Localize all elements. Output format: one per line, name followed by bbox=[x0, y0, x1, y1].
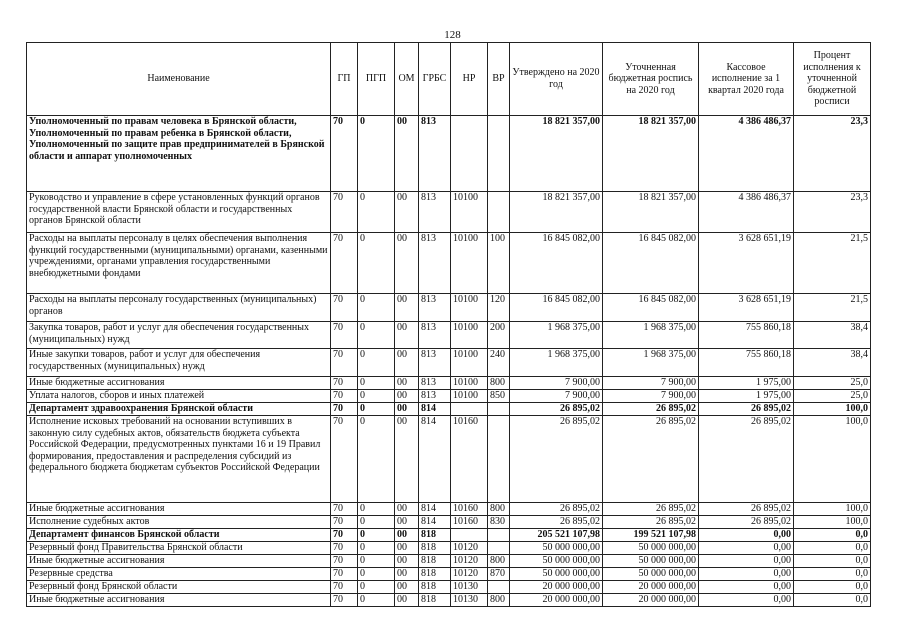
cell-refined: 18 821 357,00 bbox=[603, 116, 699, 192]
cell-percent: 38,4 bbox=[794, 349, 871, 377]
cell-percent: 0,0 bbox=[794, 555, 871, 568]
cell-name: Резервный фонд Правительства Брянской области bbox=[27, 542, 331, 555]
cell-grbs: 813 bbox=[419, 390, 451, 403]
cell-vr bbox=[488, 403, 510, 416]
cell-grbs: 813 bbox=[419, 294, 451, 322]
col-header-gp: ГП bbox=[331, 43, 358, 116]
cell-np: 10130 bbox=[451, 581, 488, 594]
cell-refined: 26 895,02 bbox=[603, 503, 699, 516]
cell-vr: 800 bbox=[488, 503, 510, 516]
cell-refined: 18 821 357,00 bbox=[603, 192, 699, 233]
cell-vr bbox=[488, 192, 510, 233]
table-row bbox=[27, 116, 871, 192]
cell-percent: 100,0 bbox=[794, 416, 871, 503]
cell-pgp: 0 bbox=[358, 233, 395, 294]
cell-name: Иные бюджетные ассигнования bbox=[27, 503, 331, 516]
cell-grbs: 814 bbox=[419, 516, 451, 529]
cell-om: 00 bbox=[395, 416, 419, 503]
col-header-om: ОМ bbox=[395, 43, 419, 116]
cell-refined: 1 968 375,00 bbox=[603, 322, 699, 349]
cell-gp: 70 bbox=[331, 594, 358, 607]
cell-om: 00 bbox=[395, 581, 419, 594]
cell-percent: 100,0 bbox=[794, 403, 871, 416]
page-number: 128 bbox=[444, 29, 461, 41]
cell-gp: 70 bbox=[331, 192, 358, 233]
cell-name: Закупка товаров, работ и услуг для обеспечения государственных (муниципальных) нужд bbox=[27, 322, 331, 349]
cell-np: 10100 bbox=[451, 294, 488, 322]
cell-vr bbox=[488, 542, 510, 555]
cell-gp: 70 bbox=[331, 233, 358, 294]
cell-percent: 23,3 bbox=[794, 192, 871, 233]
cell-pgp: 0 bbox=[358, 349, 395, 377]
cell-om: 00 bbox=[395, 542, 419, 555]
cell-refined: 199 521 107,98 bbox=[603, 529, 699, 542]
cell-refined: 26 895,02 bbox=[603, 416, 699, 503]
cell-gp: 70 bbox=[331, 349, 358, 377]
cell-grbs: 818 bbox=[419, 542, 451, 555]
cell-cash: 0,00 bbox=[699, 555, 794, 568]
cell-pgp: 0 bbox=[358, 390, 395, 403]
cell-refined: 26 895,02 bbox=[603, 516, 699, 529]
cell-vr: 120 bbox=[488, 294, 510, 322]
cell-name: Исполнение судебных актов bbox=[27, 516, 331, 529]
cell-om: 00 bbox=[395, 555, 419, 568]
table-body bbox=[27, 116, 871, 607]
cell-pgp: 0 bbox=[358, 594, 395, 607]
cell-pgp: 0 bbox=[358, 116, 395, 192]
cell-approved: 16 845 082,00 bbox=[510, 294, 603, 322]
cell-np: 10100 bbox=[451, 192, 488, 233]
cell-name: Уполномоченный по правам человека в Брянской области, Уполномоченный по правам ребенка в Брянской области, Уполномоченный по защите прав предпринимателей в Брянской области и аппарат уполномоченных bbox=[27, 116, 331, 192]
table-row bbox=[27, 294, 871, 322]
cell-pgp: 0 bbox=[358, 542, 395, 555]
table-row bbox=[27, 568, 871, 581]
cell-percent: 100,0 bbox=[794, 516, 871, 529]
cell-grbs: 814 bbox=[419, 416, 451, 503]
cell-vr: 240 bbox=[488, 349, 510, 377]
cell-grbs: 814 bbox=[419, 503, 451, 516]
cell-percent: 25,0 bbox=[794, 390, 871, 403]
cell-approved: 7 900,00 bbox=[510, 377, 603, 390]
cell-percent: 0,0 bbox=[794, 542, 871, 555]
table-row bbox=[27, 594, 871, 607]
cell-grbs: 818 bbox=[419, 555, 451, 568]
cell-cash: 0,00 bbox=[699, 542, 794, 555]
table-row bbox=[27, 403, 871, 416]
cell-vr: 200 bbox=[488, 322, 510, 349]
col-header-np: НР bbox=[451, 43, 488, 116]
cell-percent: 21,5 bbox=[794, 294, 871, 322]
table-row bbox=[27, 529, 871, 542]
cell-percent: 23,3 bbox=[794, 116, 871, 192]
cell-gp: 70 bbox=[331, 403, 358, 416]
cell-pgp: 0 bbox=[358, 294, 395, 322]
cell-gp: 70 bbox=[331, 416, 358, 503]
table-row bbox=[27, 555, 871, 568]
table-row bbox=[27, 233, 871, 294]
cell-np: 10120 bbox=[451, 542, 488, 555]
cell-np bbox=[451, 529, 488, 542]
cell-percent: 25,0 bbox=[794, 377, 871, 390]
cell-grbs: 814 bbox=[419, 403, 451, 416]
cell-gp: 70 bbox=[331, 116, 358, 192]
cell-om: 00 bbox=[395, 516, 419, 529]
cell-om: 00 bbox=[395, 403, 419, 416]
cell-om: 00 bbox=[395, 568, 419, 581]
cell-np: 10100 bbox=[451, 322, 488, 349]
cell-cash: 4 386 486,37 bbox=[699, 116, 794, 192]
col-header-name: Наименование bbox=[27, 43, 331, 116]
cell-refined: 7 900,00 bbox=[603, 390, 699, 403]
cell-om: 00 bbox=[395, 322, 419, 349]
cell-cash: 26 895,02 bbox=[699, 503, 794, 516]
cell-refined: 16 845 082,00 bbox=[603, 294, 699, 322]
cell-np: 10100 bbox=[451, 390, 488, 403]
cell-gp: 70 bbox=[331, 390, 358, 403]
cell-name: Департамент здравоохранения Брянской области bbox=[27, 403, 331, 416]
cell-name: Иные бюджетные ассигнования bbox=[27, 594, 331, 607]
cell-name: Исполнение исковых требований на основании вступивших в законную силу судебных актов, обязательств бюджета субъекта Российской Федерации, предусмотренных пунктами 16 и 19 Правил формирования, предоставления и распределения субсидий из федерального бюджета бюджетам субъектов Российской Федерации bbox=[27, 416, 331, 503]
cell-refined: 20 000 000,00 bbox=[603, 594, 699, 607]
cell-approved: 205 521 107,98 bbox=[510, 529, 603, 542]
cell-name: Департамент финансов Брянской области bbox=[27, 529, 331, 542]
cell-om: 00 bbox=[395, 390, 419, 403]
cell-approved: 50 000 000,00 bbox=[510, 555, 603, 568]
table-row bbox=[27, 349, 871, 377]
cell-vr: 800 bbox=[488, 555, 510, 568]
cell-approved: 50 000 000,00 bbox=[510, 542, 603, 555]
cell-cash: 755 860,18 bbox=[699, 322, 794, 349]
cell-om: 00 bbox=[395, 349, 419, 377]
cell-approved: 1 968 375,00 bbox=[510, 349, 603, 377]
cell-gp: 70 bbox=[331, 581, 358, 594]
cell-gp: 70 bbox=[331, 516, 358, 529]
cell-vr: 870 bbox=[488, 568, 510, 581]
cell-name: Иные бюджетные ассигнования bbox=[27, 377, 331, 390]
cell-name: Расходы на выплаты персоналу в целях обеспечения выполнения функций государственными (муниципальными) органами, казенными учреждениями, органами управления государственными внебюджетными фондами bbox=[27, 233, 331, 294]
cell-approved: 20 000 000,00 bbox=[510, 594, 603, 607]
cell-grbs: 813 bbox=[419, 192, 451, 233]
cell-approved: 50 000 000,00 bbox=[510, 568, 603, 581]
cell-pgp: 0 bbox=[358, 403, 395, 416]
cell-refined: 7 900,00 bbox=[603, 377, 699, 390]
cell-vr bbox=[488, 581, 510, 594]
cell-cash: 3 628 651,19 bbox=[699, 233, 794, 294]
cell-om: 00 bbox=[395, 116, 419, 192]
table-row bbox=[27, 390, 871, 403]
cell-name: Расходы на выплаты персоналу государственных (муниципальных) органов bbox=[27, 294, 331, 322]
table-row bbox=[27, 192, 871, 233]
cell-np: 10160 bbox=[451, 503, 488, 516]
cell-cash: 4 386 486,37 bbox=[699, 192, 794, 233]
cell-approved: 26 895,02 bbox=[510, 416, 603, 503]
cell-vr bbox=[488, 529, 510, 542]
cell-vr: 830 bbox=[488, 516, 510, 529]
cell-grbs: 813 bbox=[419, 377, 451, 390]
cell-pgp: 0 bbox=[358, 568, 395, 581]
cell-np bbox=[451, 403, 488, 416]
cell-name: Иные бюджетные ассигнования bbox=[27, 555, 331, 568]
cell-approved: 26 895,02 bbox=[510, 503, 603, 516]
table-row bbox=[27, 503, 871, 516]
cell-refined: 50 000 000,00 bbox=[603, 568, 699, 581]
cell-grbs: 818 bbox=[419, 581, 451, 594]
table-row bbox=[27, 416, 871, 503]
cell-np bbox=[451, 116, 488, 192]
cell-name: Резервный фонд Брянской области bbox=[27, 581, 331, 594]
cell-np: 10120 bbox=[451, 555, 488, 568]
cell-approved: 7 900,00 bbox=[510, 390, 603, 403]
cell-name: Иные закупки товаров, работ и услуг для обеспечения государственных (муниципальных) нужд bbox=[27, 349, 331, 377]
cell-gp: 70 bbox=[331, 529, 358, 542]
cell-grbs: 813 bbox=[419, 322, 451, 349]
cell-name: Уплата налогов, сборов и иных платежей bbox=[27, 390, 331, 403]
cell-pgp: 0 bbox=[358, 192, 395, 233]
cell-percent: 0,0 bbox=[794, 581, 871, 594]
cell-np: 10130 bbox=[451, 594, 488, 607]
cell-vr bbox=[488, 416, 510, 503]
cell-gp: 70 bbox=[331, 322, 358, 349]
cell-approved: 26 895,02 bbox=[510, 516, 603, 529]
cell-vr bbox=[488, 116, 510, 192]
cell-om: 00 bbox=[395, 529, 419, 542]
cell-pgp: 0 bbox=[358, 416, 395, 503]
cell-np: 10100 bbox=[451, 233, 488, 294]
cell-np: 10160 bbox=[451, 516, 488, 529]
cell-om: 00 bbox=[395, 294, 419, 322]
cell-refined: 26 895,02 bbox=[603, 403, 699, 416]
cell-pgp: 0 bbox=[358, 581, 395, 594]
cell-pgp: 0 bbox=[358, 555, 395, 568]
cell-cash: 26 895,02 bbox=[699, 516, 794, 529]
cell-refined: 20 000 000,00 bbox=[603, 581, 699, 594]
cell-vr: 800 bbox=[488, 377, 510, 390]
cell-refined: 50 000 000,00 bbox=[603, 542, 699, 555]
table-row bbox=[27, 516, 871, 529]
cell-name: Резервные средства bbox=[27, 568, 331, 581]
cell-percent: 0,0 bbox=[794, 529, 871, 542]
cell-cash: 755 860,18 bbox=[699, 349, 794, 377]
cell-np: 10100 bbox=[451, 349, 488, 377]
cell-gp: 70 bbox=[331, 377, 358, 390]
cell-om: 00 bbox=[395, 233, 419, 294]
cell-pgp: 0 bbox=[358, 503, 395, 516]
cell-name: Руководство и управление в сфере установленных функций органов государственной власти Брянской области и государственных органов Брянской области bbox=[27, 192, 331, 233]
cell-refined: 16 845 082,00 bbox=[603, 233, 699, 294]
cell-cash: 0,00 bbox=[699, 581, 794, 594]
cell-approved: 1 968 375,00 bbox=[510, 322, 603, 349]
cell-cash: 0,00 bbox=[699, 529, 794, 542]
cell-grbs: 813 bbox=[419, 349, 451, 377]
cell-gp: 70 bbox=[331, 542, 358, 555]
cell-om: 00 bbox=[395, 594, 419, 607]
col-header-refined: Уточненная бюджетная роспись на 2020 год bbox=[603, 43, 699, 116]
col-header-grbs: ГРБС bbox=[419, 43, 451, 116]
cell-grbs: 818 bbox=[419, 594, 451, 607]
cell-cash: 26 895,02 bbox=[699, 416, 794, 503]
cell-grbs: 818 bbox=[419, 568, 451, 581]
cell-np: 10100 bbox=[451, 377, 488, 390]
cell-np: 10160 bbox=[451, 416, 488, 503]
table-row bbox=[27, 377, 871, 390]
cell-om: 00 bbox=[395, 192, 419, 233]
cell-pgp: 0 bbox=[358, 322, 395, 349]
budget-table bbox=[26, 42, 871, 607]
cell-pgp: 0 bbox=[358, 516, 395, 529]
cell-grbs: 813 bbox=[419, 233, 451, 294]
table-row bbox=[27, 542, 871, 555]
cell-cash: 1 975,00 bbox=[699, 377, 794, 390]
cell-cash: 1 975,00 bbox=[699, 390, 794, 403]
col-header-vr: ВР bbox=[488, 43, 510, 116]
cell-gp: 70 bbox=[331, 568, 358, 581]
cell-gp: 70 bbox=[331, 555, 358, 568]
cell-cash: 3 628 651,19 bbox=[699, 294, 794, 322]
cell-approved: 16 845 082,00 bbox=[510, 233, 603, 294]
cell-refined: 50 000 000,00 bbox=[603, 555, 699, 568]
cell-gp: 70 bbox=[331, 294, 358, 322]
cell-pgp: 0 bbox=[358, 377, 395, 390]
cell-om: 00 bbox=[395, 377, 419, 390]
cell-vr: 850 bbox=[488, 390, 510, 403]
cell-refined: 1 968 375,00 bbox=[603, 349, 699, 377]
cell-approved: 20 000 000,00 bbox=[510, 581, 603, 594]
table-row bbox=[27, 581, 871, 594]
cell-approved: 18 821 357,00 bbox=[510, 116, 603, 192]
cell-percent: 0,0 bbox=[794, 568, 871, 581]
col-header-approved: Утверждено на 2020 год bbox=[510, 43, 603, 116]
cell-percent: 38,4 bbox=[794, 322, 871, 349]
col-header-cash: Кассовое исполнение за 1 квартал 2020 года bbox=[699, 43, 794, 116]
cell-approved: 26 895,02 bbox=[510, 403, 603, 416]
cell-pgp: 0 bbox=[358, 529, 395, 542]
col-header-percent: Процент исполнения к уточненной бюджетной росписи bbox=[794, 43, 871, 116]
cell-cash: 26 895,02 bbox=[699, 403, 794, 416]
cell-percent: 21,5 bbox=[794, 233, 871, 294]
table-row bbox=[27, 322, 871, 349]
cell-cash: 0,00 bbox=[699, 594, 794, 607]
cell-gp: 70 bbox=[331, 503, 358, 516]
cell-grbs: 818 bbox=[419, 529, 451, 542]
cell-vr: 800 bbox=[488, 594, 510, 607]
cell-grbs: 813 bbox=[419, 116, 451, 192]
cell-cash: 0,00 bbox=[699, 568, 794, 581]
cell-np: 10120 bbox=[451, 568, 488, 581]
cell-vr: 100 bbox=[488, 233, 510, 294]
col-header-pgp: ПГП bbox=[358, 43, 395, 116]
cell-approved: 18 821 357,00 bbox=[510, 192, 603, 233]
cell-om: 00 bbox=[395, 503, 419, 516]
header-row bbox=[27, 43, 871, 116]
cell-percent: 0,0 bbox=[794, 594, 871, 607]
cell-percent: 100,0 bbox=[794, 503, 871, 516]
